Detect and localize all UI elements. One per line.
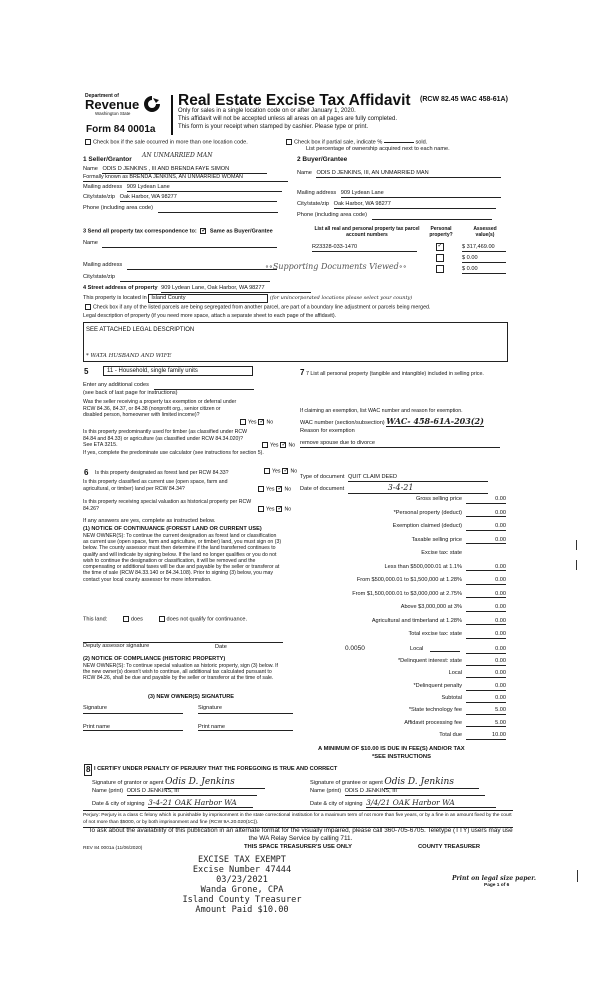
tax-row-label: Less than $500,000.01 at 1.1% [384,563,462,570]
yes-label: Yes [266,506,275,513]
section3-city[interactable] [120,274,270,282]
grantor-signature[interactable]: Odis D. Jenkins [165,777,265,789]
buyer-mail-row [297,190,507,198]
legal-desc-label: Legal description of property (if you need more space, attach a separate sheet to each page of the affidavit). [83,313,337,319]
personal-col-heading: Personal property? [429,226,453,239]
tax-row-label: Exemption claimed (deduct) [392,523,462,529]
form-rcw: (RCW 82.45 WAC 458-61A) [420,96,508,103]
deputy-sig-row [83,638,283,650]
certify-text: I CERTIFY UNDER PENALTY OF PERJURY THAT THE FOREGOING IS TRUE AND CORRECT [94,766,338,772]
stamp-line-3: 03/23/2021 [216,875,268,886]
print-name-label-2: Print name [198,724,226,730]
signature-label-2: Signature [198,705,222,711]
personal-checkbox-1[interactable]: ✓ [437,243,443,249]
buyer-mail-label: Mailing address [297,190,337,196]
grantor-sig-label: Signature of grantor or agent [92,780,164,786]
signature-label-1: Signature [83,705,107,711]
forest-yes-no [262,468,297,475]
forest-question: Is this property designated as forest land per RCW 84.33? [95,470,229,476]
buyer-mail[interactable]: 909 Lydean Lane [341,190,501,198]
alternate-format-note: To ask about the availability of this publication in an alternate format for the visually impaired, please call 360-705-6705. Teletype (TTY) users may use the WA Relay Service by calling 711. [88,827,513,842]
new-owner-sig-title: (3) NEW OWNER(S) SIGNATURE [148,694,234,700]
grantee-date-label: Date & city of signing [310,801,363,807]
tax-row-label: Gross selling price [415,496,462,502]
tax-row-label: From $1,500,000.01 to $3,000,000 at 2.75% [352,590,462,597]
grantor-name-row [92,788,292,796]
tax-row-label: Agricultural and timberland at 1.28% [371,617,462,624]
local-value[interactable]: 0.00 [466,646,506,654]
print-name-label-1: Print name [83,724,111,730]
sig-line-2[interactable] [198,713,293,714]
local-row [300,645,510,655]
section3-mail-row [83,262,283,270]
sig-line-1[interactable] [83,713,183,714]
current-use-question: Is this property classified as current use (open space, farm and agricultural, or timber) land per RCW 84.34? [83,479,228,492]
timber-question: Is this property predominantly used for timber (as classified under RCW 84.84 and 84.33) or agriculture (as classified under RCW 84.34.020)? See ETA 3215. [83,429,248,448]
historic-question: Is this property receiving special valuation as historical property per RCW 84.26? [83,499,252,512]
tax-row-label: *Delinquent interest: state [397,658,462,664]
no-label: No [284,506,292,513]
supporting-docs-text: Supporting Documents Viewed [272,262,399,271]
form-title: Real Estate Excise Tax Affidavit [178,92,411,109]
tax-row-value[interactable]: 0.00 [466,564,506,572]
county-treasurer-label: COUNTY TREASURER [418,844,481,850]
tax-row [300,732,510,741]
wac-row [300,416,525,427]
section5-number: 5 [84,367,89,376]
section3-name[interactable] [102,240,277,248]
seller-phone-label: Phone (including area code) [83,205,153,211]
assessed-value-3[interactable]: $ 0.00 [462,266,506,274]
deputy-date-label: Date [215,644,227,650]
tax-row [300,523,510,532]
located-label: This property is located in [83,295,147,301]
grantor-date-label: Date & city of signing [92,801,145,807]
no-checkbox[interactable]: ✓ [259,419,265,425]
does-label: does [130,616,143,623]
tax-row-value[interactable]: 0.00 [466,523,506,531]
street-address[interactable]: 909 Lydean Lane, Oak Harbor, WA 98277 [161,285,311,293]
seller-mail-label: Mailing address [83,184,123,190]
segregated-row [83,304,513,311]
no-label: No [284,486,292,493]
parcel-number[interactable]: R23328-033-1470 [312,244,417,252]
stamp-line-6: Amount Paid $10.00 [195,905,289,916]
street-row [83,285,383,293]
legal-hw-note: * WATA HUSBAND AND WIFE [86,353,172,360]
tax-row-label: Excise tax: state [421,550,462,556]
legal-desc-text: SEE ATTACHED LEGAL DESCRIPTION [86,327,195,333]
reason-text[interactable]: remove spouse due to divorce [300,440,500,448]
stamp-line-2: Excise Number 47444 [192,865,292,876]
claim-note: If claiming an exemption, list WAC number and reason for exemption. [300,408,463,414]
tax-row-label: Affidavit processing fee [404,719,462,726]
buyer-name-label: Name [297,170,312,176]
tax-row [300,564,510,573]
tax-row-label: *Delinquent penalty [413,682,462,689]
no-checkbox[interactable]: ✓ [277,506,283,512]
rev-number: REV 84 0001a (11/06/2020) [83,846,143,851]
seller-name-label: Name [83,166,98,172]
yes-label: Yes [272,468,281,475]
additional-codes-input[interactable] [154,382,254,390]
grantor-name-label: Name (print) [92,788,124,794]
tax-row-value[interactable]: 0.00 [466,683,506,691]
section3-heading [83,228,273,235]
tax-row [300,577,510,586]
no-label: No [288,442,296,449]
seller-mail[interactable]: 909 Lydean Lane [127,184,282,192]
assessed-col-heading: Assessed value(s) [473,226,497,239]
tax-row [300,550,510,559]
section4-heading: 4 Street address of property [83,285,158,291]
no-label: No [290,468,298,475]
tax-row-value[interactable]: 0.00 [466,658,506,666]
tax-row [300,695,510,704]
this-land-label: This land: [83,616,108,623]
seller-mail-row [83,184,288,192]
grantor-name[interactable]: ODIS D JENKINS, III [127,788,257,796]
stamp-line-1: EXCISE TAX EXEMPT [198,855,286,865]
list-percentage-note: List percentage of ownership acquired next to each name. [306,146,450,152]
revenue-logo-icon [143,95,161,113]
header-sub-2: This affidavit will not be accepted unless all areas on all pages are fully completed. [178,116,398,122]
notice1-text: NEW OWNER(S): To continue the current designation as forest land or classification as current use (open space, farm and agriculture, or timber) land, you must sign on (3) below. The county assessor must then determine if the land transferred continues to qualify and will indicate by signing below. If the land no longer qualifies or you do not wish to continue the designation or classification, it will be removed and the compensating or additional taxes will be due and payable by the seller or transferor at the time of sale (RCW 84.33.140 or 84.34.108). Prior to signing (3) below, you may contact your local county assessor for more information. [83,533,282,583]
tax-row [300,496,510,505]
multi-location-check[interactable] [83,139,248,146]
seller-heading: 1 Seller/Grantor [83,156,132,163]
buyer-phone-label: Phone (including area code) [297,212,367,218]
checkbox[interactable] [286,139,292,145]
same-as-buyer-checkbox[interactable]: ✓ [201,228,207,234]
tax-row [300,591,510,600]
local-label: Local [410,646,424,652]
personal-checkbox-3[interactable] [436,265,444,273]
buyer-heading: 2 Buyer/Grantee [297,156,348,163]
perjury-box [83,810,513,828]
section3-heading-text: 3 Send all property tax correspondence to: [83,228,197,235]
no-checkbox[interactable]: ✓ [277,486,283,492]
tax-row [300,604,510,613]
header-sub-3: This form is your receipt when stamped by cashier. Please type or print. [178,124,369,130]
timber-yes-no [260,442,295,449]
section8-number: 8 [86,765,91,774]
yes-label: Yes [266,486,275,493]
no-label: No [266,419,274,426]
seller-formerly: Formally known as BRENDA JENKINS, AN UNMARRIED WOMAN [83,174,288,182]
buyer-city[interactable]: Oak Harbor, WA 98277 [334,201,496,209]
buyer-phone[interactable] [372,212,492,220]
segregated-label: Check box if any of the listed parcels are being segregated from another parcel, are part of a boundary line adjustment or parcels being merged. [93,304,431,311]
does-checkbox[interactable] [123,616,129,622]
grantee-name-label: Name (print) [310,788,342,794]
additional-codes-row [83,382,283,390]
multi-location-label: Check box if the sale occurred in more than one location code. [93,139,248,146]
reason-label: Reason for exemption [300,428,355,434]
stamp-line-4: Wanda Grone, CPA [200,885,284,896]
tax-row [300,618,510,627]
use-code-select[interactable]: 11 - Household, single family units [103,366,253,376]
grantee-date-row [310,798,525,808]
current-use-yes-no [256,486,291,493]
tax-row [300,720,510,729]
grantor-date[interactable]: 3-4-21 OAK Harbor WA [148,798,253,808]
tax-row-label: Local [448,670,462,677]
section3-mail-label: Mailing address [83,262,123,268]
yes-checkbox[interactable] [258,486,264,492]
section3-mail[interactable] [127,262,277,270]
section3-name-row [83,240,283,248]
grantee-name[interactable]: ODIS D JENKINS, III [345,788,485,796]
seller-name[interactable]: ODIS D JENKINS , III AND BRENDA FAYE SIMON [102,166,267,174]
yes-checkbox[interactable] [240,419,246,425]
seller-name-row [83,166,283,174]
notice2-title: (2) NOTICE OF COMPLIANCE (HISTORIC PROPERTY) [83,656,226,662]
yes-label: Yes [248,419,257,426]
perjury-text: Perjury: Perjury is a class C felony which is punishable by imprisonment in the state correctional institution for a maximum term of not more than five years, or by a fine in an amount fixed by the court of not more than $5000, or by both imprisonment and fine (RCW 9A.20.020(1C)). [83,813,512,826]
form-number: Form 84 0001a [86,124,156,135]
treasurer-stamp [172,855,312,915]
see-instructions: *SEE INSTRUCTIONS [372,754,431,760]
section7-heading: 7 7 List all personal property (tangible and intangible) included in selling price. [300,368,484,377]
doc-type[interactable]: QUIT CLAIM DEED [348,474,488,482]
segregated-checkbox[interactable] [85,304,91,310]
buyer-phone-row [297,212,507,220]
revenue-label: Revenue [85,97,140,113]
exemption-yes-no [238,419,273,426]
seller-hw-note: AN UNMARRIED MAN [142,152,213,159]
state-label: Washington State [95,111,131,117]
dept-label: Department of [85,93,119,99]
additional-codes-label: Enter any additional codes [83,382,149,388]
yes-checkbox[interactable] [264,468,270,474]
supporting-docs-stamp: ∘∘Supporting Documents Viewed∘∘ [265,262,407,271]
tax-row-label: Taxable selling price [411,536,462,543]
county-note: (for unincorporated locations please select your county) [269,295,413,301]
section7-heading-text: 7 List all personal property (tangible and intangible) included in selling price. [306,371,484,377]
tax-row-label: From $500,000.01 to $1,500,000 at 1.28% [356,577,462,583]
grantee-name-row [310,788,510,796]
county-select[interactable]: Island County [148,294,268,303]
header-divider [171,95,173,135]
tax-row-label: *State technology fee [408,707,462,714]
checkbox[interactable] [85,139,91,145]
tax-row-label: *Personal property (deduct) [393,509,462,516]
grantee-signature[interactable]: Odis D. Jenkins [384,777,479,789]
doc-date-row [300,483,510,494]
wac-number[interactable]: WAC- 458-61A-203(2) [386,416,484,426]
tax-row-value[interactable]: 0.00 [466,631,506,639]
tax-row [300,537,510,546]
margin-mark [577,870,578,882]
tax-row [300,670,510,679]
does-not-label: does not qualify for continuance. [166,616,248,623]
page-number: Page 1 of 6 [484,883,510,888]
tax-row [300,510,510,519]
seller-phone-row [83,205,288,213]
partial-sale-label: Check box if partial sale, indicate % [294,139,383,146]
tax-row-value[interactable]: 0.00 [466,496,506,504]
tax-row [300,631,510,640]
tax-row-value[interactable]: 0.00 [466,618,506,626]
tax-row-value[interactable]: 0.00 [466,695,506,703]
personal-checkbox-2[interactable] [436,254,444,262]
assessed-value-2[interactable]: $ 0.00 [462,255,506,263]
buyer-name[interactable]: ODIS D JENKINS, III, AN UNMARRIED MAN [316,170,501,178]
county-row [83,294,483,303]
wac-label: WAC number (section/subsection) [300,420,385,426]
seller-phone[interactable] [158,205,278,213]
margin-mark [576,540,577,550]
doc-type-row [300,474,510,482]
seller-city-row [83,194,288,202]
tax-row [300,707,510,716]
doc-type-label: Type of document [300,474,345,480]
section6-number: 6 [84,468,89,477]
section3-city-label: City/state/zip [83,274,116,280]
tax-row-value[interactable]: 10.00 [466,732,506,740]
buyer-city-row [297,201,507,209]
legal-paper-note: Print on legal size paper. [452,875,536,882]
buyer-name-row [297,170,507,178]
tax-row-value[interactable]: 0.00 [466,670,506,678]
no-checkbox[interactable]: ✓ [281,442,287,448]
assessed-value-1[interactable]: $ 317,469.00 [462,244,506,252]
margin-mark [576,560,577,570]
tax-row-value[interactable]: 0.00 [466,577,506,585]
local-rate: 0.0050 [345,645,365,652]
section3-city-row [83,274,283,282]
does-not-checkbox[interactable] [159,616,165,622]
complete-note: If any answers are yes, complete as instructed below. [83,518,216,524]
tax-row [300,658,510,667]
treasurer-only-label: THIS SPACE TREASURER'S USE ONLY [244,844,352,850]
tax-row [300,683,510,692]
yes-checkbox[interactable] [262,442,268,448]
tax-row-value[interactable]: 0.00 [466,537,506,545]
doc-date-label: Date of document [300,486,345,492]
minimum-note: A MINIMUM OF $10.00 IS DUE IN FEE(S) AND/OR TAX [318,746,465,752]
tax-row-value[interactable]: 0.00 [466,604,506,612]
predominate-note: If yes, complete the predominate use calculator (see instructions for section 5). [83,450,264,456]
tax-row-label: Total due [439,731,462,738]
grantor-date-row [92,798,292,808]
tax-row-label: Total excise tax: state [408,631,462,637]
grantee-date[interactable]: 3/4/21 OAK Harbor WA [366,798,496,808]
historic-yes-no [256,506,291,513]
tax-row-label: Subtotal [441,694,462,701]
parcel-col-heading: List all real and personal property tax parcel account numbers [314,226,420,239]
tax-row-value[interactable]: 5.00 [466,707,506,715]
notice1-title: (1) NOTICE OF CONTINUANCE (FOREST LAND OR CURRENT USE) [83,526,262,532]
tax-row-label: Above $3,000,000 at 3% [400,604,462,610]
buyer-city-label: City/state/zip [297,201,330,207]
same-as-buyer-label: Same as Buyer/Grantee [209,228,273,235]
yes-checkbox[interactable] [258,506,264,512]
sold-label: sold. [415,139,428,146]
notice2-text: NEW OWNER(S): To continue special valuation as historic property, sign (3) below. If the new owner(s) doesn't wish to continue, all additional tax calculated pursuant to RCW 84.26, shall be due and payable by the seller or transferor at the time of sale. [83,663,278,682]
exemption-question: Was the seller receiving a property tax exemption or deferral under RCW 84.36, 84.37, or 84.38 (nonprofit org., senior citizen or disabled person, homeowner with limited income)? [83,399,237,418]
no-checkbox[interactable]: ✓ [283,468,289,474]
see-back-note: (see back of last page for instructions) [83,390,178,396]
deputy-label: Deputy assessor signature [83,643,150,649]
grantee-sig-label: Signature of grantee or agent [310,780,383,786]
new-owner-sig-row-2 [83,722,293,736]
seller-city[interactable]: Oak Harbor, WA 98277 [120,194,277,202]
tax-row-value[interactable]: 5.00 [466,720,506,728]
legal-desc-box[interactable] [83,322,508,362]
section3-name-label: Name [83,240,98,246]
doc-date[interactable]: 3-4-21 [348,483,488,494]
tax-row-value[interactable]: 0.00 [466,591,506,599]
local-line [430,646,460,652]
header-sub-1: Only for sales in a single location code on or after January 1, 2020. [178,108,356,114]
yes-label: Yes [270,442,279,449]
seller-city-label: City/state/zip [83,194,116,200]
stamp-line-5: Island County Treasurer [182,895,302,906]
tax-row-value[interactable]: 0.00 [466,510,506,518]
this-land-row [83,616,283,623]
